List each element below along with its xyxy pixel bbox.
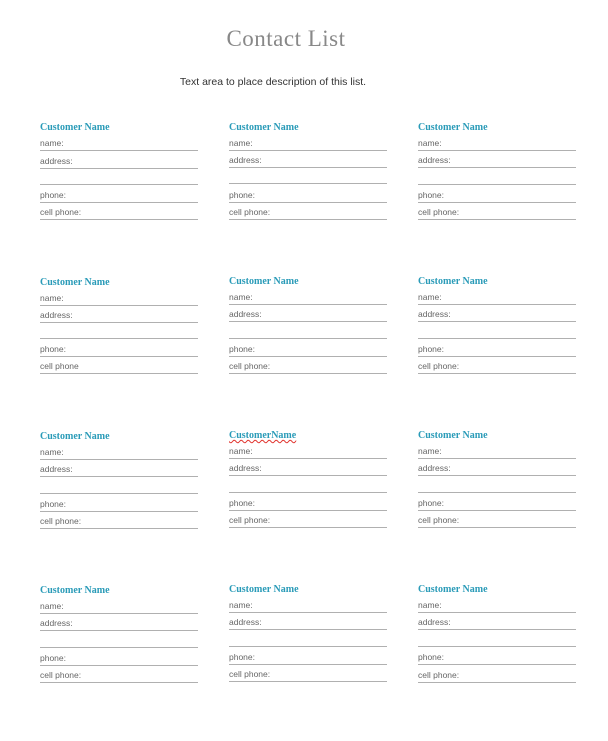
phone-field[interactable] [40,651,198,666]
name-field[interactable] [229,290,387,305]
address-line-2[interactable] [418,645,576,647]
phone-field[interactable] [229,650,387,665]
address-field[interactable] [418,307,576,322]
address-label: address: [229,155,262,165]
address-label: address: [40,464,73,474]
phone-label: phone: [40,344,66,354]
name-label: name: [40,447,64,457]
name-label: name: [418,138,442,148]
cell-phone-label: cell phone: [40,670,82,680]
name-field[interactable] [40,291,198,306]
phone-label: phone: [418,652,444,662]
address-label: address: [229,309,262,319]
cell-phone-label: cell phone: [418,207,460,217]
phone-field[interactable] [229,342,387,357]
name-field[interactable] [40,599,198,614]
address-line-2[interactable] [40,646,198,648]
name-field[interactable] [229,598,387,613]
address-field[interactable] [229,153,387,168]
address-field[interactable] [418,615,576,630]
address-field[interactable] [229,461,387,476]
phone-field[interactable] [418,650,576,665]
customer-name[interactable]: Customer Name [418,430,488,441]
address-line-2[interactable] [418,337,576,339]
list-description[interactable]: Text area to place description of this list. [179,76,367,88]
phone-field[interactable] [229,496,387,511]
cell-phone-field[interactable] [229,359,387,374]
address-field[interactable] [40,462,198,477]
phone-label: phone: [40,190,66,200]
page-title: Contact List [226,26,346,51]
address-field[interactable] [418,153,576,168]
phone-label: phone: [229,344,255,354]
cell-phone-label: cell phone: [229,669,271,679]
address-label: address: [418,155,451,165]
phone-label: phone: [229,498,255,508]
phone-field[interactable] [418,342,576,357]
cell-phone-field[interactable] [229,513,387,528]
name-field[interactable] [418,136,576,151]
phone-label: phone: [229,190,255,200]
cell-phone-field[interactable] [40,514,198,529]
name-field[interactable] [229,136,387,151]
customer-name[interactable]: Customer Name [229,584,299,595]
name-label: name: [40,601,64,611]
address-field[interactable] [229,615,387,630]
name-field[interactable] [418,290,576,305]
cell-phone-label: cell phone: [40,207,82,217]
phone-field[interactable] [418,188,576,203]
address-line-2[interactable] [229,182,387,184]
cell-phone-field[interactable] [229,205,387,220]
phone-label: phone: [229,652,255,662]
phone-label: phone: [40,653,66,663]
customer-name[interactable]: Customer Name [418,122,488,133]
name-field[interactable] [229,444,387,459]
customer-name[interactable]: Customer Name [229,276,299,287]
address-label: address: [229,463,262,473]
address-line-2[interactable] [40,183,198,185]
cell-phone-label: cell phone: [229,361,271,371]
address-line-2[interactable] [229,491,387,493]
name-label: name: [418,292,442,302]
name-field[interactable] [418,444,576,459]
address-line-2[interactable] [229,337,387,339]
name-label: name: [229,292,253,302]
customer-name[interactable]: Customer Name [229,122,299,133]
name-label: name: [229,138,253,148]
customer-name[interactable]: Customer Name [40,277,110,288]
address-label: address: [40,156,73,166]
phone-label: phone: [40,499,66,509]
cell-phone-label: cell phone: [418,515,460,525]
cell-phone-field[interactable] [229,667,387,682]
address-label: address: [418,463,451,473]
address-field[interactable] [40,616,198,631]
address-label: address: [40,310,73,320]
customer-name[interactable]: Customer Name [40,122,110,133]
name-field[interactable] [418,598,576,613]
phone-label: phone: [418,190,444,200]
cell-phone-label: cell phone: [229,207,271,217]
name-label: name: [418,446,442,456]
cell-phone-label: cell phone: [229,515,271,525]
address-field[interactable] [418,461,576,476]
cell-phone-field[interactable] [40,668,198,683]
name-label: name: [40,293,64,303]
cell-phone-label: cell phone [40,361,79,371]
customer-name[interactable]: Customer Name [418,276,488,287]
name-label: name: [40,138,64,148]
address-line-2[interactable] [418,183,576,185]
address-label: address: [229,617,262,627]
customer-name[interactable]: CustomerName [229,430,297,441]
address-label: address: [418,309,451,319]
cell-phone-label: cell phone: [418,670,460,680]
address-line-2[interactable] [229,645,387,647]
address-line-2[interactable] [40,337,198,339]
phone-field[interactable] [40,342,198,357]
customer-name[interactable]: Customer Name [418,584,488,595]
phone-label: phone: [418,344,444,354]
cell-phone-field[interactable] [40,205,198,220]
address-line-2[interactable] [418,491,576,493]
address-field[interactable] [229,307,387,322]
address-label: address: [40,618,73,628]
address-field[interactable] [40,154,198,169]
name-field[interactable] [40,136,198,151]
name-label: name: [418,600,442,610]
cell-phone-label: cell phone: [418,361,460,371]
phone-field[interactable] [40,188,198,203]
name-field[interactable] [40,445,198,460]
phone-label: phone: [418,498,444,508]
address-field[interactable] [40,308,198,323]
phone-field[interactable] [229,188,387,203]
address-label: address: [418,617,451,627]
customer-name[interactable]: Customer Name [40,431,110,442]
cell-phone-field[interactable] [418,205,576,220]
cell-phone-field[interactable] [418,359,576,374]
phone-field[interactable] [418,496,576,511]
phone-field[interactable] [40,497,198,512]
cell-phone-field[interactable] [40,359,198,374]
name-label: name: [229,446,253,456]
customer-name[interactable]: Customer Name [40,585,110,596]
cell-phone-field[interactable] [418,513,576,528]
address-line-2[interactable] [40,492,198,494]
name-label: name: [229,600,253,610]
cell-phone-label: cell phone: [40,516,82,526]
cell-phone-field[interactable] [418,668,576,683]
